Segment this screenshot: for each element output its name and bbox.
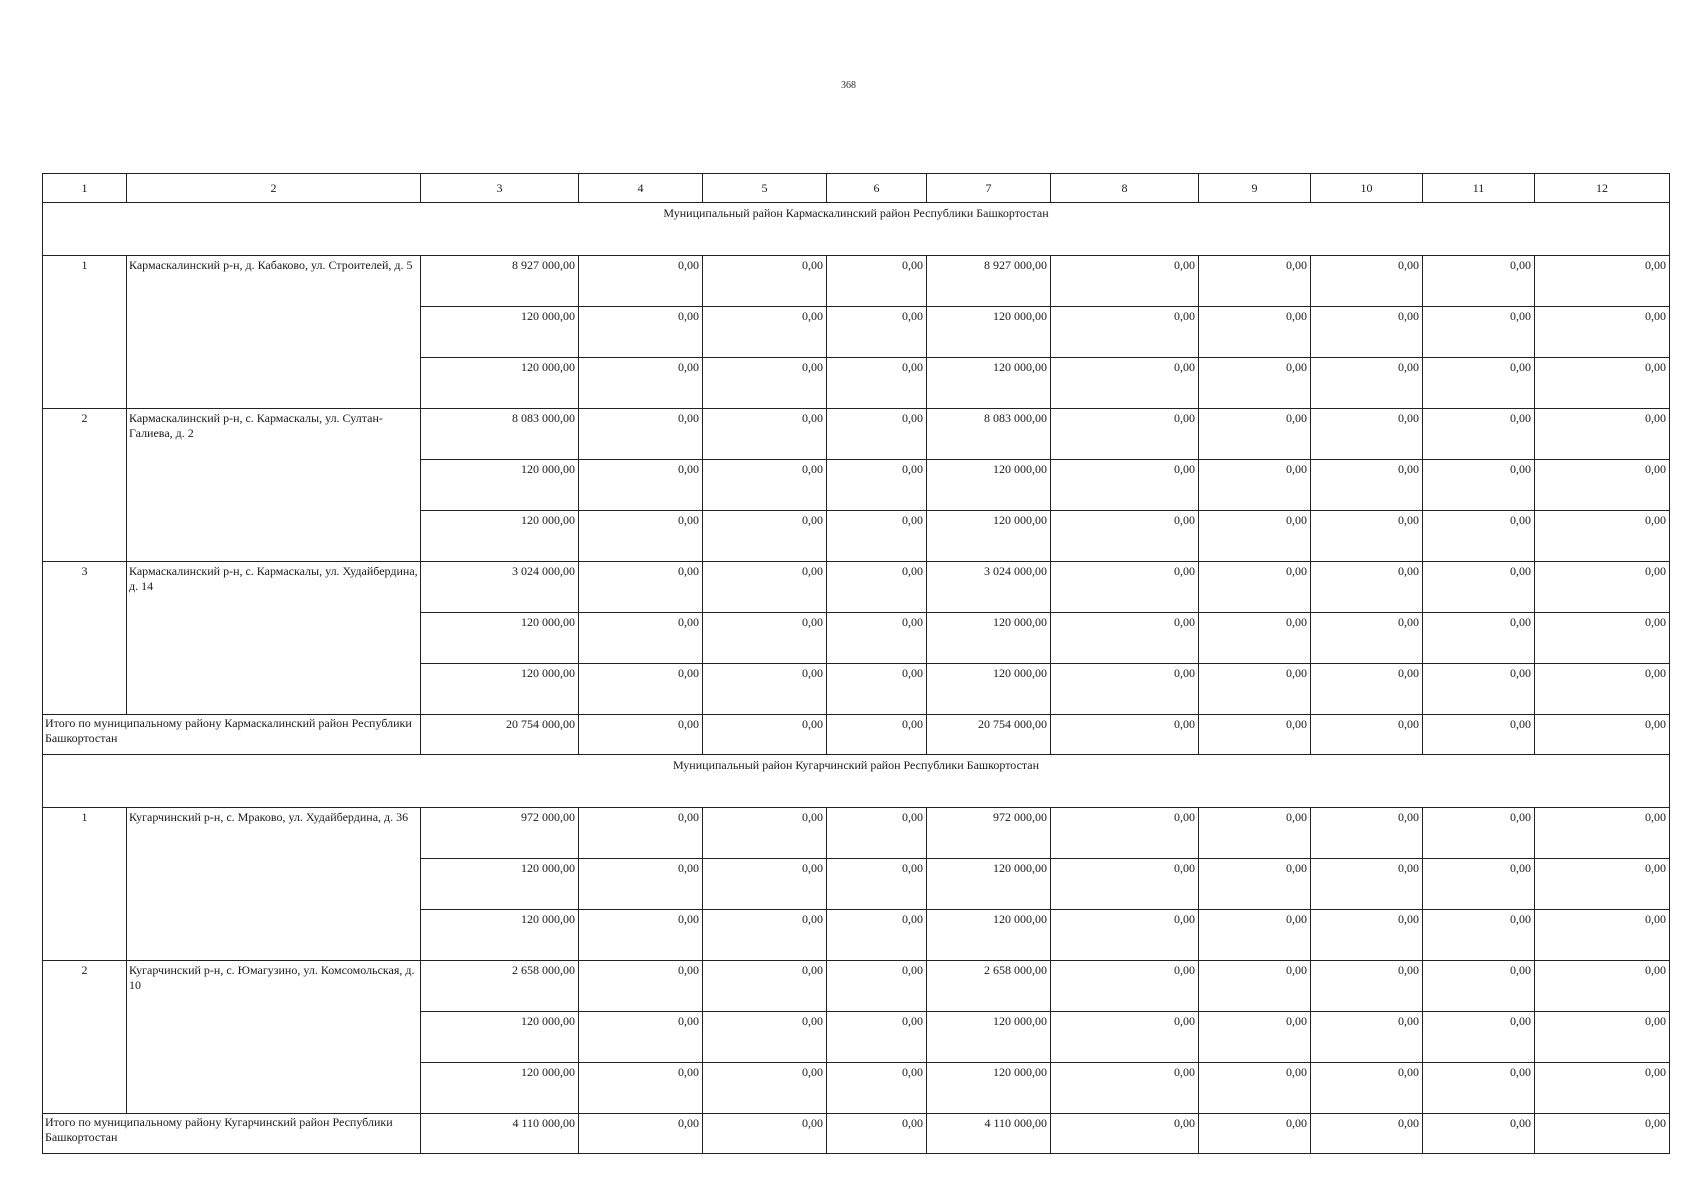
table-row (43, 961, 1670, 1012)
amount-cell: 0,00 (703, 910, 827, 961)
amount-cell: 0,00 (703, 460, 827, 511)
amount-cell: 0,00 (1535, 460, 1670, 511)
district-title: Муниципальный район Кугарчинский район Республики Башкортостан (43, 755, 1670, 808)
amount-cell: 0,00 (1051, 664, 1199, 715)
table-row (43, 808, 1670, 859)
total-amount-cell: 0,00 (827, 1114, 927, 1154)
amount-cell: 0,00 (1051, 460, 1199, 511)
amount-cell: 0,00 (827, 1063, 927, 1114)
total-amount-cell: 0,00 (1423, 715, 1535, 755)
table-row (43, 409, 1670, 460)
amount-cell: 120 000,00 (927, 1063, 1051, 1114)
column-number-11: 11 (1423, 174, 1535, 203)
amount-cell: 120 000,00 (927, 511, 1051, 562)
total-label: Итого по муниципальному району Кармаскалинский район Республики Башкортостан (43, 715, 421, 755)
amount-cell: 0,00 (1051, 910, 1199, 961)
amount-cell: 0,00 (1535, 511, 1670, 562)
amount-cell: 0,00 (1311, 1012, 1423, 1063)
amount-cell: 0,00 (1311, 808, 1423, 859)
amount-cell: 0,00 (1535, 910, 1670, 961)
district-total-row (43, 1114, 1670, 1154)
amount-cell: 8 927 000,00 (421, 256, 579, 307)
amount-cell: 0,00 (827, 307, 927, 358)
total-amount-cell: 4 110 000,00 (421, 1114, 579, 1154)
amount-cell: 0,00 (1311, 664, 1423, 715)
amount-cell: 120 000,00 (927, 307, 1051, 358)
amount-cell: 0,00 (579, 511, 703, 562)
budget-table (42, 173, 1670, 1154)
amount-cell: 0,00 (1199, 562, 1311, 613)
total-amount-cell: 0,00 (579, 715, 703, 755)
district-header-row (43, 203, 1670, 256)
amount-cell: 0,00 (703, 808, 827, 859)
total-amount-cell: 0,00 (1311, 715, 1423, 755)
amount-cell: 0,00 (1311, 1063, 1423, 1114)
column-number-8: 8 (1051, 174, 1199, 203)
amount-cell: 0,00 (579, 460, 703, 511)
amount-cell: 0,00 (579, 307, 703, 358)
amount-cell: 0,00 (1535, 613, 1670, 664)
amount-cell: 2 658 000,00 (927, 961, 1051, 1012)
amount-cell: 0,00 (827, 961, 927, 1012)
column-number-10: 10 (1311, 174, 1423, 203)
amount-cell: 2 658 000,00 (421, 961, 579, 1012)
column-number-5: 5 (703, 174, 827, 203)
amount-cell: 0,00 (1051, 961, 1199, 1012)
amount-cell: 8 083 000,00 (421, 409, 579, 460)
total-amount-cell: 0,00 (1051, 1114, 1199, 1154)
column-number-2: 2 (127, 174, 421, 203)
amount-cell: 0,00 (703, 562, 827, 613)
amount-cell: 0,00 (827, 910, 927, 961)
amount-cell: 0,00 (1535, 859, 1670, 910)
total-amount-cell: 0,00 (1423, 1114, 1535, 1154)
amount-cell: 0,00 (1311, 859, 1423, 910)
amount-cell: 0,00 (579, 562, 703, 613)
amount-cell: 0,00 (1051, 511, 1199, 562)
amount-cell: 0,00 (1311, 910, 1423, 961)
amount-cell: 0,00 (579, 1012, 703, 1063)
amount-cell: 0,00 (1199, 808, 1311, 859)
object-address: Кармаскалинский р-н, с. Кармаскалы, ул. Султан-Галиева, д. 2 (127, 409, 421, 562)
object-address: Кугарчинский р-н, с. Юмагузино, ул. Комсомольская, д. 10 (127, 961, 421, 1114)
amount-cell: 0,00 (703, 1012, 827, 1063)
amount-cell: 0,00 (1311, 358, 1423, 409)
amount-cell: 0,00 (1535, 409, 1670, 460)
amount-cell: 120 000,00 (421, 460, 579, 511)
amount-cell: 120 000,00 (927, 1012, 1051, 1063)
amount-cell: 0,00 (703, 961, 827, 1012)
amount-cell: 0,00 (1199, 859, 1311, 910)
total-amount-cell: 0,00 (703, 1114, 827, 1154)
amount-cell: 0,00 (1423, 910, 1535, 961)
amount-cell: 0,00 (579, 409, 703, 460)
amount-cell: 0,00 (827, 1012, 927, 1063)
total-amount-cell: 0,00 (1199, 1114, 1311, 1154)
amount-cell: 0,00 (1199, 358, 1311, 409)
amount-cell: 0,00 (579, 256, 703, 307)
amount-cell: 0,00 (1311, 256, 1423, 307)
amount-cell: 0,00 (703, 1063, 827, 1114)
total-amount-cell: 0,00 (1535, 715, 1670, 755)
amount-cell: 0,00 (1311, 613, 1423, 664)
amount-cell: 0,00 (1199, 409, 1311, 460)
amount-cell: 0,00 (1199, 1063, 1311, 1114)
amount-cell: 0,00 (1423, 409, 1535, 460)
amount-cell: 0,00 (1423, 1012, 1535, 1063)
amount-cell: 0,00 (1051, 358, 1199, 409)
amount-cell: 0,00 (1199, 460, 1311, 511)
amount-cell: 0,00 (579, 808, 703, 859)
amount-cell: 0,00 (1051, 808, 1199, 859)
amount-cell: 120 000,00 (927, 664, 1051, 715)
amount-cell: 3 024 000,00 (927, 562, 1051, 613)
amount-cell: 0,00 (1051, 562, 1199, 613)
district-total-row (43, 715, 1670, 755)
object-index: 2 (43, 409, 127, 562)
amount-cell: 0,00 (827, 808, 927, 859)
page-number: 368 (841, 80, 856, 91)
amount-cell: 0,00 (1535, 664, 1670, 715)
amount-cell: 120 000,00 (927, 613, 1051, 664)
object-address: Кармаскалинский р-н, с. Кармаскалы, ул. Худайбердина, д. 14 (127, 562, 421, 715)
total-amount-cell: 0,00 (703, 715, 827, 755)
amount-cell: 0,00 (1423, 460, 1535, 511)
total-label: Итого по муниципальному району Кугарчинский район Республики Башкортостан (43, 1114, 421, 1154)
amount-cell: 0,00 (1199, 961, 1311, 1012)
amount-cell: 0,00 (1051, 256, 1199, 307)
amount-cell: 0,00 (1535, 1012, 1670, 1063)
amount-cell: 0,00 (1423, 808, 1535, 859)
amount-cell: 120 000,00 (927, 460, 1051, 511)
amount-cell: 0,00 (1311, 307, 1423, 358)
amount-cell: 0,00 (1051, 409, 1199, 460)
column-number-1: 1 (43, 174, 127, 203)
amount-cell: 0,00 (703, 409, 827, 460)
amount-cell: 0,00 (1535, 808, 1670, 859)
amount-cell: 120 000,00 (421, 859, 579, 910)
amount-cell: 0,00 (1311, 409, 1423, 460)
amount-cell: 0,00 (1423, 1063, 1535, 1114)
amount-cell: 0,00 (1199, 910, 1311, 961)
amount-cell: 120 000,00 (421, 1012, 579, 1063)
amount-cell: 0,00 (1199, 613, 1311, 664)
amount-cell: 0,00 (703, 256, 827, 307)
amount-cell: 0,00 (1423, 562, 1535, 613)
amount-cell: 0,00 (1051, 1063, 1199, 1114)
column-number-6: 6 (827, 174, 927, 203)
amount-cell: 120 000,00 (421, 511, 579, 562)
amount-cell: 0,00 (1423, 511, 1535, 562)
object-index: 3 (43, 562, 127, 715)
object-address: Кугарчинский р-н, с. Мраково, ул. Худайбердина, д. 36 (127, 808, 421, 961)
amount-cell: 0,00 (1051, 307, 1199, 358)
object-index: 1 (43, 808, 127, 961)
total-amount-cell: 0,00 (1199, 715, 1311, 755)
amount-cell: 120 000,00 (421, 664, 579, 715)
column-number-row (43, 174, 1670, 203)
amount-cell: 0,00 (1535, 358, 1670, 409)
total-amount-cell: 0,00 (1051, 715, 1199, 755)
table-row (43, 256, 1670, 307)
column-number-3: 3 (421, 174, 579, 203)
amount-cell: 120 000,00 (421, 613, 579, 664)
amount-cell: 120 000,00 (927, 358, 1051, 409)
amount-cell: 0,00 (1423, 664, 1535, 715)
amount-cell: 0,00 (1423, 358, 1535, 409)
amount-cell: 120 000,00 (927, 910, 1051, 961)
amount-cell: 0,00 (1051, 859, 1199, 910)
column-number-7: 7 (927, 174, 1051, 203)
amount-cell: 0,00 (1423, 961, 1535, 1012)
amount-cell: 0,00 (827, 859, 927, 910)
amount-cell: 972 000,00 (421, 808, 579, 859)
amount-cell: 0,00 (1423, 859, 1535, 910)
amount-cell: 3 024 000,00 (421, 562, 579, 613)
amount-cell: 120 000,00 (421, 358, 579, 409)
amount-cell: 0,00 (579, 910, 703, 961)
amount-cell: 0,00 (579, 1063, 703, 1114)
column-number-9: 9 (1199, 174, 1311, 203)
amount-cell: 0,00 (1199, 307, 1311, 358)
amount-cell: 0,00 (1199, 511, 1311, 562)
amount-cell: 0,00 (827, 562, 927, 613)
amount-cell: 0,00 (579, 613, 703, 664)
amount-cell: 0,00 (827, 664, 927, 715)
column-number-4: 4 (579, 174, 703, 203)
amount-cell: 0,00 (827, 613, 927, 664)
amount-cell: 0,00 (703, 358, 827, 409)
amount-cell: 8 083 000,00 (927, 409, 1051, 460)
amount-cell: 0,00 (703, 613, 827, 664)
amount-cell: 0,00 (827, 460, 927, 511)
table-row (43, 562, 1670, 613)
amount-cell: 0,00 (1535, 562, 1670, 613)
total-amount-cell: 0,00 (827, 715, 927, 755)
total-amount-cell: 0,00 (579, 1114, 703, 1154)
total-amount-cell: 20 754 000,00 (927, 715, 1051, 755)
column-number-12: 12 (1535, 174, 1670, 203)
amount-cell: 0,00 (1535, 307, 1670, 358)
amount-cell: 0,00 (827, 358, 927, 409)
amount-cell: 0,00 (703, 511, 827, 562)
amount-cell: 0,00 (703, 664, 827, 715)
amount-cell: 0,00 (579, 358, 703, 409)
amount-cell: 0,00 (579, 859, 703, 910)
object-index: 2 (43, 961, 127, 1114)
amount-cell: 0,00 (1311, 562, 1423, 613)
amount-cell: 0,00 (1051, 613, 1199, 664)
amount-cell: 0,00 (579, 664, 703, 715)
amount-cell: 0,00 (1535, 256, 1670, 307)
amount-cell: 0,00 (1199, 256, 1311, 307)
amount-cell: 0,00 (827, 256, 927, 307)
total-amount-cell: 0,00 (1535, 1114, 1670, 1154)
amount-cell: 0,00 (579, 961, 703, 1012)
amount-cell: 120 000,00 (421, 307, 579, 358)
amount-cell: 0,00 (1311, 460, 1423, 511)
amount-cell: 0,00 (1051, 1012, 1199, 1063)
amount-cell: 120 000,00 (421, 1063, 579, 1114)
object-index: 1 (43, 256, 127, 409)
amount-cell: 120 000,00 (421, 910, 579, 961)
amount-cell: 0,00 (1535, 961, 1670, 1012)
amount-cell: 0,00 (1423, 613, 1535, 664)
amount-cell: 972 000,00 (927, 808, 1051, 859)
amount-cell: 0,00 (827, 511, 927, 562)
amount-cell: 0,00 (1199, 664, 1311, 715)
amount-cell: 0,00 (1311, 961, 1423, 1012)
district-title: Муниципальный район Кармаскалинский район Республики Башкортостан (43, 203, 1670, 256)
total-amount-cell: 4 110 000,00 (927, 1114, 1051, 1154)
district-header-row (43, 755, 1670, 808)
amount-cell: 0,00 (1423, 307, 1535, 358)
amount-cell: 0,00 (703, 307, 827, 358)
object-address: Кармаскалинский р-н, д. Кабаково, ул. Строителей, д. 5 (127, 256, 421, 409)
amount-cell: 0,00 (827, 409, 927, 460)
amount-cell: 0,00 (1311, 511, 1423, 562)
amount-cell: 8 927 000,00 (927, 256, 1051, 307)
total-amount-cell: 0,00 (1311, 1114, 1423, 1154)
amount-cell: 0,00 (703, 859, 827, 910)
amount-cell: 120 000,00 (927, 859, 1051, 910)
amount-cell: 0,00 (1423, 256, 1535, 307)
amount-cell: 0,00 (1535, 1063, 1670, 1114)
amount-cell: 0,00 (1199, 1012, 1311, 1063)
total-amount-cell: 20 754 000,00 (421, 715, 579, 755)
